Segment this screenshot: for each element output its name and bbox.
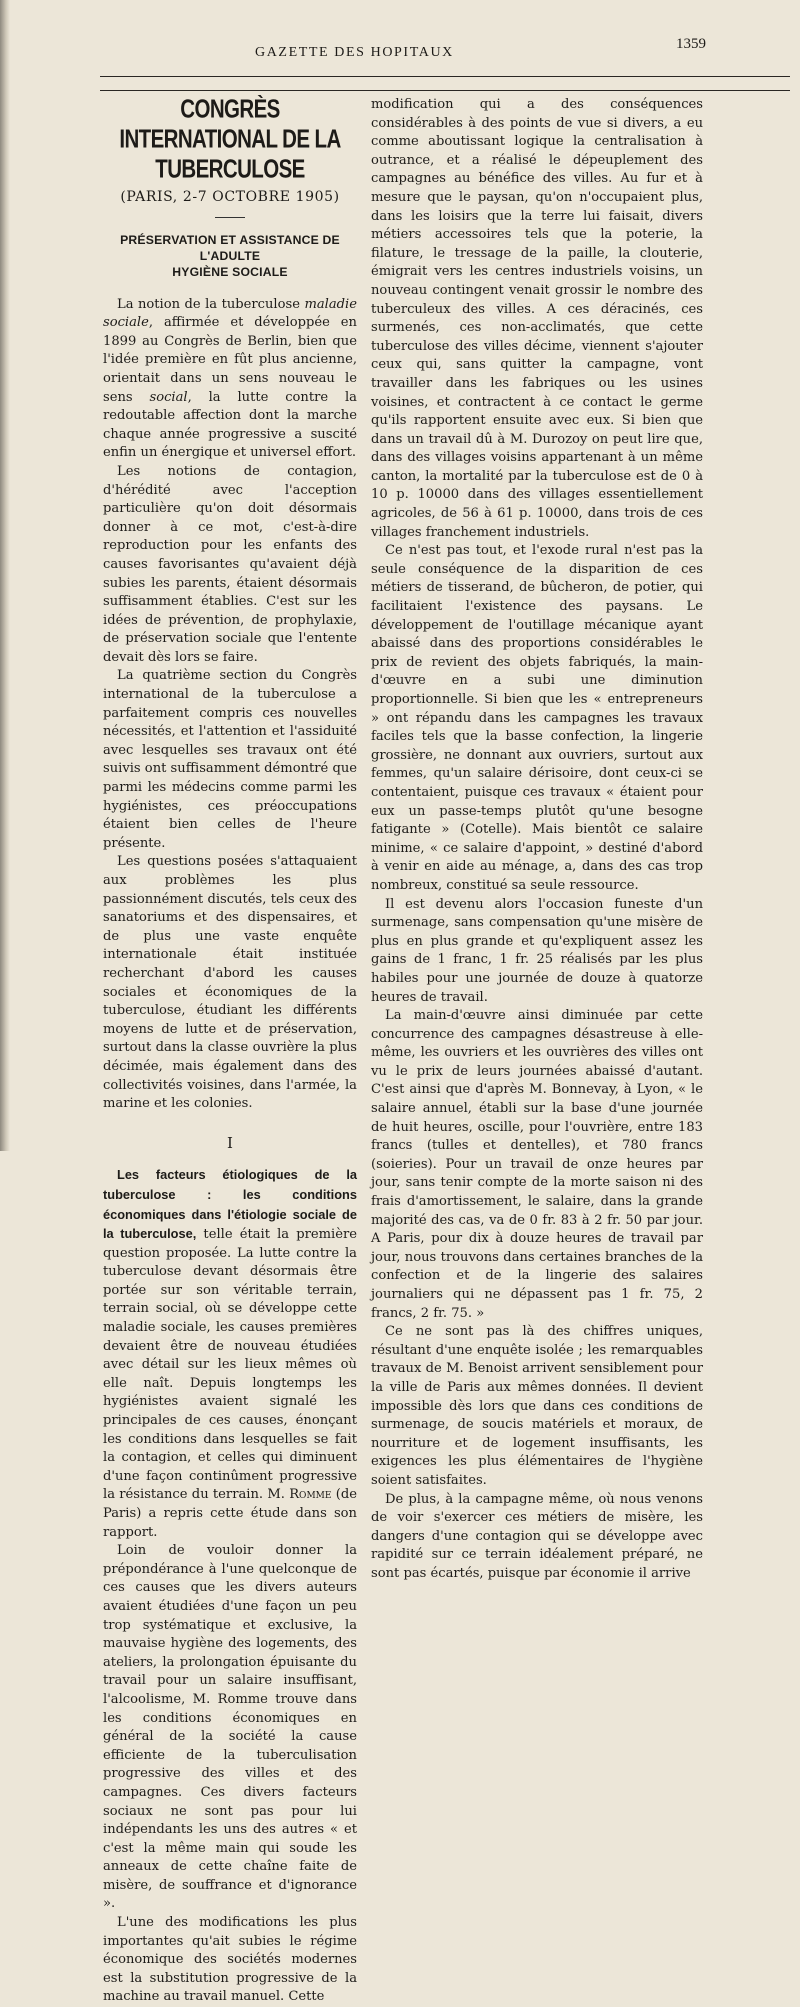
italic-term: maladie sociale [103, 296, 357, 331]
subheading-line-1: PRÉSERVATION ET ASSISTANCE DE L'ADULTE [120, 232, 340, 263]
paragraph: De plus, à la campagne même, où nous venons de voir s'exercer ces métiers de misère, les dangers d'une contagion qui se développe avec rapidité sur ce terrain idéalement préparé, ne sont pas écartés, puisque par économie il arrive [371, 1491, 703, 1581]
paragraph: Les notions de contagion, d'hérédité avec l'acception particulière qu'on doit désormais donner à ce mot, c'est-à-dire reproduction pour les enfants des causes favorisantes qu'avaient déjà subies les parents, étaient désormais suffisamment établies. C'est sur les idées de prévention, de prophylaxie, de préservation sociale que l'entente devait dès lors se faire. [103, 463, 357, 665]
paragraph: La quatrième section du Congrès international de la tuberculose a parfaitement compris ces nouvelles nécessités, et l'attention et l'assiduité avec lesquelles ses travaux ont été suivis ont suffisamment démontré que parmi les médecins comme parmi les hygiénistes, ces préoccupations étaient bien celles de l'heure présente. [103, 668, 358, 851]
paragraph: L'une des modifications les plus importantes qu'ait subies le régime économique des sociétés modernes est la substitution progressive de la machine au travail manuel. Cette [103, 1915, 357, 2005]
text-segment: , affirmée et développée en 1899 au Congrès de Berlin, bien que l'idée première en fût plus ancienne, orientait dans un sens nouveau le sens [103, 315, 357, 405]
italic-term: social [149, 389, 188, 405]
title-divider [215, 217, 245, 218]
page-number: 1359 [676, 36, 706, 52]
section-numeral: I [227, 1133, 233, 1152]
text-segment: (de Paris) a repris cette étude dans son rapport. [103, 1487, 357, 1540]
header-rule [100, 76, 790, 77]
paragraph: modification qui a des conséquences considérables à des points de vue si divers, a eu comme aboutissant logique la centralisation à outrance, et a réalisé le dépeuplement des campagnes au bénéfice des villes. Au fur et à mesure que le paysan, qu'on n'occupaient plus, dans les loisirs que la terre lui faisait, divers métiers accessoires tels que la poterie, la filature, le tressage de la paille, la clouterie, émigrait vers les centres industriels voisins, un nouveau contingent venait grossir le nombre des tuberculeux des villes. A ces déracinés, ces surmenés, ces non-acclimatés, que cette tuberculose des villes décime, viennent s'ajouter ceux qui, sans quitter la campagne, vont travailler dans les fabriques ou les usines voisines, et contractent à ce contact le germe qu'ils rapportent ensuite avec eux. Si bien que dans un travail dû à M. Durozoy on peut lire que, dans des villages voisins appartenant à un même canton, la mortalité par la tuberculose est de 0 à 10 p. 10000 dans des villages essentiellement agricoles, de 56 à 61 p. 10000, dans trois de ces villages franchement industriels. [371, 97, 703, 540]
paragraph [103, 296, 357, 463]
section-subheading [103, 232, 357, 280]
subheading-line-2: HYGIÈNE SOCIALE [172, 264, 288, 279]
page-binding-shadow [0, 0, 10, 1151]
article-place-date: (PARIS, 2-7 OCTOBRE 1905) [120, 189, 340, 205]
paragraph: La main-d'œuvre ainsi diminuée par cette concurrence des campagnes désastreuse à elle-même, les ouvriers et les ouvrières des villes ont vu le prix de leurs journées abaissé d'autant. C'est ainsi que d'après M. Bonnevay, à Lyon, « le salaire annuel, établi sur la base d'une journée de huit heures, oscille, pour l'ouvrière, entre 183 francs (tulles et dentelles), et 780 francs (soieries). Pour un travail de onze heures par jour, sans tenir compte de la morte saison ni des frais d'amortissement, le salaire, dans la grande majorité des cas, va de 0 fr. 83 à 2 fr. 50 par jour. A Paris, pour dix à douze heures de travail par jour, nous trouvons dans certaines branches de la confection et de la lingerie des salaires journaliers qui ne dépassent pas 1 fr. 75, 2 francs, 2 fr. 75. » [371, 1008, 703, 1321]
text-segment: telle était la première question proposée. La lutte contre la tuberculose devant désormais être portée sur son véritable terrain, terrain social, où se développe cette maladie sociale, les causes premières devaient être de nouveau étudiées avec détail sur les lieux mêmes où elle naît. Depuis longtemps les hygiénistes avaient signalé les principales de ces causes, énonçant les conditions dans lesquelles se fait la contagion, et celles qui diminuent d'une façon continûment progressive la résistance du terrain. M. [103, 1227, 357, 1503]
left-column [103, 96, 357, 2007]
paragraph: Les questions posées s'attaquaient aux problèmes les plus passionnément discutés, tels ceux des sanatoriums et des dispensaires, et de plus une vaste enquête internationale était instituée recherchant d'abord les causes sociales et économiques de la tuberculose, étudiant les différents moyens de lutte et de préservation, surtout dans la classe ouvrière la plus décimée, mais également dans des collectivités voisines, dans l'armée, la marine et les colonies. [103, 854, 357, 1112]
paragraph: Il est devenu alors l'occasion funeste d'un surmenage, sans compensation qu'une misère de plus en plus grande et qu'expliquent assez les gains de 1 franc, 1 fr. 25 réalisés par les plus habiles pour une journée de douze à quatorze heures de travail. [371, 896, 703, 1005]
author-name: Romme [289, 1487, 332, 1503]
text-segment: , la lutte contre la redoutable affection dont la marche chaque année progressive a suscité enfin un énergique et universel effort. [103, 389, 357, 461]
paragraph: Loin de vouloir donner la prépondérance à l'une quelconque de ces causes que les divers auteurs avaient étudiées d'une façon un peu trop systématique et exclusive, la mauvaise hygiène des logements, des ateliers, la prolongation épuisante du travail pour un salaire insuffisant, l'alcoolisme, M. Romme trouve dans les conditions économiques en général de la société la cause efficiente de la tuberculisation progressive des villes et des campagnes. Ces divers facteurs sociaux ne sont pas pour lui indépendants les uns des autres « et c'est la même main qui soude les anneaux de cette chaîne faite de misère, de souffrance et d'ignorance ». [103, 1543, 357, 1912]
paragraph: Ce ne sont pas là des chiffres uniques, résultant d'une enquête isolée ; les remarquables travaux de M. Benoist arrivent sensiblement pour la ville de Paris aux mêmes données. Il devient impossible dès lors que dans ces conditions de surmenage, de soucis matériels et moraux, de nourriture et de logement insuffisants, les exigences les plus élémentaires de l'hygiène soient satisfaites. [371, 1324, 703, 1488]
article-title: CONGRÈS INTERNATIONAL DE LA TUBERCULOSE [119, 95, 341, 184]
bold-lead-in: Les facteurs étiologiques de la tuberculose : les conditions économiques dans l'étiologie sociale de la tuberculose, [103, 1167, 357, 1242]
paragraph [103, 1166, 357, 1542]
header-rule-thin [100, 90, 790, 91]
paragraph: Ce n'est pas tout, et l'exode rural n'est pas la seule conséquence de la disparition de ces métiers de tisserand, de bûcheron, de potier, qui facilitaient l'existence des paysans. Le développement de l'outillage mécanique ayant abaissé dans des proportions considérables le prix de revient des objets fabriqués, la main-d'œuvre en a subi une diminution proportionnelle. Si bien que les « entrepreneurs » ont répandu dans les campagnes les travaux faciles tels que la basse confection, la lingerie grossière, ne donnant aux ouvriers, surtout aux femmes, qu'un salaire dérisoire, dont ceux-ci se contentaient, puisque ces travaux « étaient pour eux un passe-temps plutôt qu'une besogne fatigante » (Cotelle). Mais bientôt ce salaire minime, « ce salaire d'appoint, » destiné d'abord à venir en aide au ménage, a, dans des cas trop nombreux, constitué sa seule ressource. [371, 543, 703, 893]
text-segment: La notion de la tuberculose [117, 296, 305, 312]
right-column [371, 96, 703, 1584]
running-head: GAZETTE DES HOPITAUX [255, 45, 454, 60]
